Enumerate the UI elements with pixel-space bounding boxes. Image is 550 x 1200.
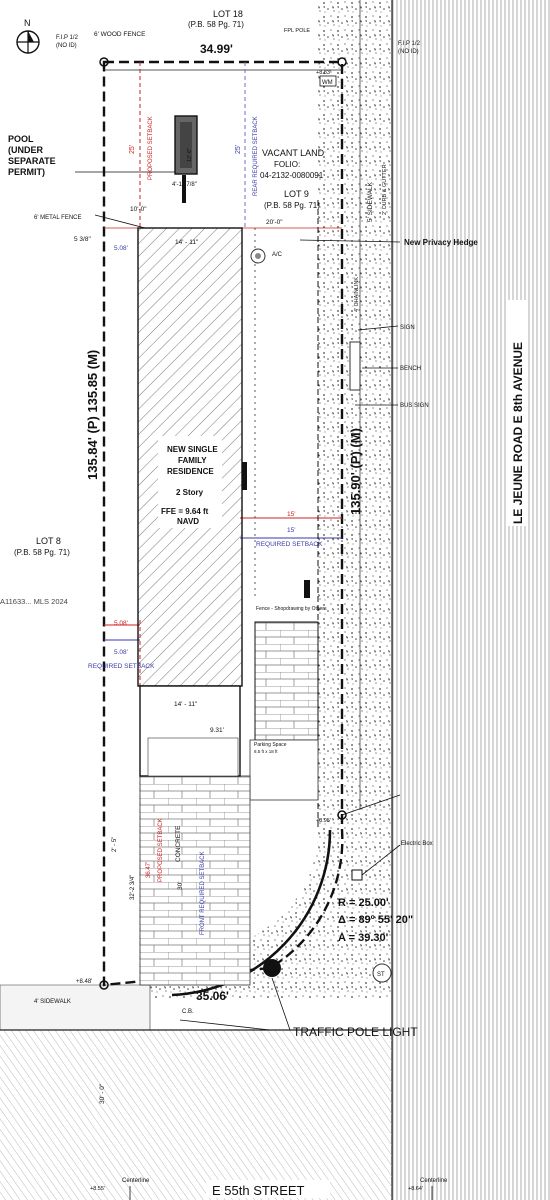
curve-arc: A = 39.30' [338, 932, 389, 944]
lot8-pb: (P.B. 58 Pg. 71) [14, 548, 70, 557]
bus-sign-label: BUS SIGN [400, 403, 429, 409]
sidewalk-east [318, 0, 392, 830]
road-south-name: E 55th STREET [212, 1183, 305, 1198]
setback-front-required: FRONT REQUIRED SETBACK [200, 851, 206, 935]
west-line-dim: 135.84' (P) 135.85 (M) [85, 349, 100, 480]
centerline-left: Centerline [122, 1178, 150, 1184]
elev-8-83: +8.83' [316, 70, 331, 76]
road-east-pavement [392, 0, 550, 1200]
vacant-l1: VACANT LAND [262, 148, 325, 158]
traffic-pole-label: TRAFFIC POLE LIGHT [293, 1025, 418, 1039]
south-line-dim: 35.06' [196, 989, 229, 1003]
driveway-pavers [140, 776, 250, 985]
dim-10-0: 10'-0" [130, 206, 147, 213]
residence-l2: FAMILY [178, 456, 207, 465]
bench-label: BENCH [400, 366, 422, 372]
dim-2-5: 2' - 5" [112, 836, 118, 852]
curve-radius: R = 25.00' [338, 897, 389, 909]
centerline-right: Centerline [420, 1178, 448, 1184]
road-south-pavement [0, 1030, 392, 1200]
curb-gutter-label: 2' CURB & GUTTER [382, 164, 388, 215]
residence-l5: FFE = 9.64 ft [161, 507, 209, 516]
residence-l4: 2 Story [176, 488, 204, 497]
pool-l1: POOL [8, 134, 34, 144]
dim-30: 30' [177, 881, 184, 890]
parking-dim: 8.5 ft x 18 ft [254, 749, 278, 754]
fip-ne-1: F.I.P 1/2 [398, 41, 420, 47]
dim-9-31: 9.31' [210, 727, 224, 734]
wood-fence-label: 6' WOOD FENCE [94, 31, 146, 38]
elev-8-95: +8.95' [316, 818, 331, 824]
privacy-hedge-label: New Privacy Hedge [404, 238, 478, 247]
ac-label: A/C [272, 252, 283, 258]
manhole-label: ST [377, 972, 385, 978]
electric-box-label: Electric Box [401, 841, 433, 847]
north-letter: N [24, 18, 31, 28]
road-east-name: LE JEUNE ROAD E 8th AVENUE [511, 341, 525, 524]
catch-basin-label: C.B. [182, 1009, 194, 1015]
dim-25b: 25' [235, 144, 242, 154]
pool-l3: SEPARATE [8, 156, 56, 166]
fence-shop-label: Fence - Shopdrawing by Others [256, 606, 327, 612]
traffic-pole-light [263, 959, 281, 977]
patio-pavers [255, 622, 318, 740]
dim-15a: 15' [287, 511, 296, 518]
lot9-pb: (P.B. 58 Pg. 71) [264, 201, 320, 210]
setback-proposed-bottom: PROPOSED SETBACK [158, 818, 164, 882]
setback-required-left: REQUIRED SETBACK [88, 663, 155, 670]
dim-25a: 25' [129, 144, 136, 154]
water-meter: WM [322, 80, 333, 86]
dim-14-11b: 14' - 11" [174, 701, 198, 708]
concrete-label: CONCRETE [175, 825, 182, 862]
dim-14-11a: 14' - 11" [175, 239, 199, 246]
pool-dim-b: 4'-11 7/8" [172, 182, 197, 188]
dim-20-0: 20'-0" [266, 219, 283, 226]
lot18-label: LOT 18 [213, 9, 243, 19]
vacant-l2: FOLIO: [274, 160, 301, 169]
fpl-pole-label: FPL POLE [284, 28, 311, 34]
lot18-pb: (P.B. 58 Pg. 71) [188, 20, 244, 29]
sign-label: SIGN [400, 325, 415, 331]
dim-5-38: 5 3/8" [74, 236, 91, 243]
fip-nw-1: F.I.P 1/2 [56, 35, 78, 41]
north-line-dim: 34.99' [200, 42, 233, 56]
elev-8-64: +8.64' [408, 1186, 423, 1192]
parking-label: Parking Space [254, 742, 287, 748]
dim-32: 32'-2 3/4" [130, 874, 136, 900]
lot9-label: LOT 9 [284, 189, 309, 199]
setback-required-right: REQUIRED SETBACK [256, 541, 323, 548]
pool-l4: PERMIT) [8, 167, 45, 177]
metal-fence-label: 6' METAL FENCE [34, 215, 82, 221]
lot8-label: LOT 8 [36, 536, 61, 546]
residence-l1: NEW SINGLE [167, 445, 218, 454]
pool-l2: (UNDER [8, 145, 43, 155]
fip-ne-2: (NO ID) [398, 49, 419, 55]
chainlink-label: 4' CHAINLINK [354, 277, 360, 312]
pool-dim-a: 12'-6" [187, 147, 193, 162]
dim-5-08b: 5.08' [114, 620, 128, 627]
dim-15b: 15' [287, 527, 296, 534]
sidewalk-4-label: 4' SIDEWALK [34, 999, 71, 1005]
dim-36-47: 36.47' [146, 861, 152, 878]
curve-delta: Δ = 89º 55' 20" [338, 914, 414, 926]
sidewalk-5-label: 5' SIDEWALK [367, 181, 374, 222]
setback-rear-required: REAR REQUIRED SETBACK [253, 116, 259, 196]
elev-8-48: +8.48' [76, 979, 93, 985]
elev-8-55: +8.55' [90, 1186, 105, 1192]
dim-5-08c: 5.08' [114, 649, 128, 656]
watermark: A11633... MLS 2024 [0, 597, 68, 606]
dim-5-08a: 5.08' [114, 245, 128, 252]
residence-l6: NAVD [177, 517, 200, 526]
residence-l3: RESIDENCE [167, 467, 214, 476]
vacant-l3: 04-2132-0080091 [260, 171, 324, 180]
north-arrow-icon [17, 31, 39, 53]
east-line-dim: 135.90' (P) (M) [348, 428, 363, 515]
setback-proposed-top: PROPOSED SETBACK [148, 116, 154, 180]
dim-30-0: 30' - 0" [99, 1083, 106, 1104]
fip-nw-2: (NO ID) [56, 43, 77, 49]
